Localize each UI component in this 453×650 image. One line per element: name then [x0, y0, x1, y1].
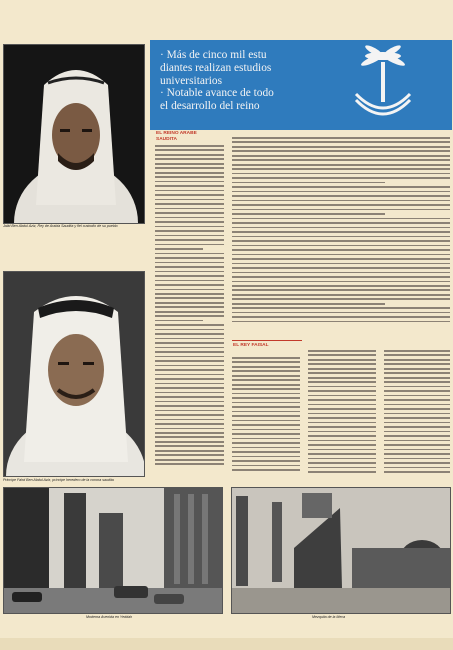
city-avenue-caption: Moderna Avenida en Yeddah [86, 615, 133, 619]
king-portrait-photo [3, 44, 145, 224]
headline-text [160, 49, 365, 113]
prince-portrait-image [4, 272, 144, 476]
saudi-emblem-icon [348, 42, 418, 124]
headline-line-5: el desarrollo del reino [160, 100, 260, 113]
mosque-image [232, 488, 450, 613]
intro-body-column [232, 137, 450, 337]
rey-body-column-3 [384, 350, 450, 482]
rey-body-column-2 [308, 350, 376, 482]
reino-heading: EL REINO ARABE SAUDITA [156, 131, 197, 142]
mosque-photo [231, 487, 451, 614]
page-bottom-margin [0, 638, 453, 650]
reino-body-column [155, 145, 224, 475]
rey-heading-rule [232, 340, 302, 341]
headline-line-1: · Más de cinco mil estu [160, 49, 267, 61]
rey-body-column-1 [232, 357, 300, 482]
prince-portrait-photo [3, 271, 145, 477]
king-portrait-image [4, 45, 144, 223]
prince-portrait-caption: Principe Fahd Ben Abdul Aziz, príncipe heredero de la corona saudita [3, 478, 114, 482]
rey-heading: EL REY FAISAL [233, 343, 269, 348]
headline-line-4: · Notable avance de todo [160, 87, 274, 100]
city-avenue-image [4, 488, 222, 613]
headline-line-3: universitarios [160, 74, 223, 87]
mosque-caption: Mezquita de la Meca [312, 615, 346, 619]
king-portrait-caption: Jalid Ben Abdul Aziz, Rey de Arabia Saudita y fiel custodio de su pueblo [3, 224, 118, 228]
headline-line-2: diantes realizan estudios [160, 61, 272, 74]
city-avenue-photo [3, 487, 223, 614]
